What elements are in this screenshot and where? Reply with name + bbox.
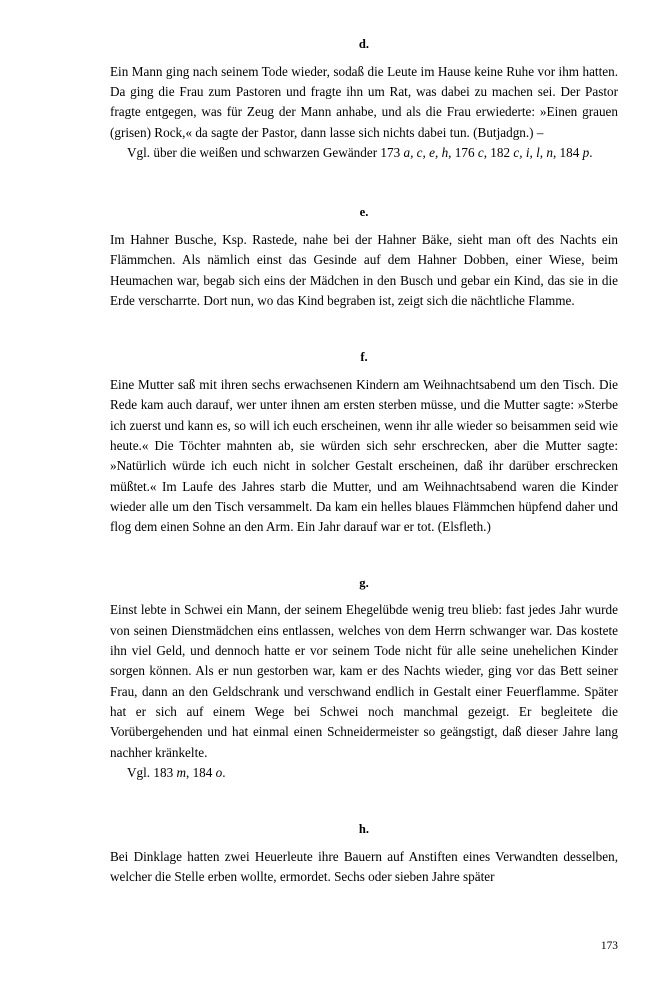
italic-reference: p: [582, 144, 590, 160]
paragraph-f-1: Eine Mutter saß mit ihren sechs erwachsenen Kindern am Weihnachtsabend um den Tisch. Die Rede kam auch darauf, wer unter ihnen am ersten sterben müsse, und die Mutter sagte: »Sterbe ich zuerst und kann es, so will ich euch erscheinen, wenn ihr alle wieder so beisammen seid wie heute.« Die Töchter mahnten ab, sie würden sich sehr erschrecken, aber die Mutter sagte: »Natürlich würde ich euch nicht in solcher Gestalt erscheinen, daß ihr darüber erschrecken müßtet.« Im Laufe des Jahres starb die Mutter, und am Weihnachtsabend waren die Kinder wieder alle um den Tisch versammelt. Da kam ein helles blaues Flämmchen hüpfend daher und flog dem einen Sohne an den Arm. Ein Jahr darauf war er tot. (Elsfleth.): [110, 376, 618, 535]
section-e: [110, 206, 618, 311]
section-label-f: f.: [360, 350, 368, 365]
page-number: 173: [600, 939, 618, 952]
paragraph-d-1: Ein Mann ging nach seinem Tode wieder, sodaß die Leute im Hause keine Ruhe vor ihm hatten. Da ging die Frau zum Pastoren und fragte ihn um Rat, was dabei zu machen sei. Der Pastor fragte entgegen, was für Zeug der Mann anhabe, und als die Frau erwiederte: »Einen grauen (grisen) Rock,« da sagte der Pastor, dann lasse sich nichts dabei tun. (Butjadgn.) –: [110, 63, 618, 140]
paragraph-e-1: Im Hahner Busche, Ksp. Rastede, nahe bei der Hahner Bäke, sieht man oft des Nachts ein Flämmchen. Als nämlich einst das Gesinde auf dem Hahner Dobben, einer Wiese, beim Heumachen war, begab sich eins der Mädchen in den Busch und gebar ein Kind, das sie in die Erde verscharrte. Dort nun, wo das Kind begraben ist, zeigt sich die nächtliche Flamme.: [110, 231, 618, 308]
paragraph-d-2-reference: Vgl. über die weißen und schwarzen Gewänder 173 a, c, e, h, 176 c, 182 c, i, l, n, 184 p.: [127, 144, 593, 160]
section-label-d: d.: [358, 37, 370, 51]
section-d: [110, 38, 618, 163]
paragraph-g-1: Einst lebte in Schwei ein Mann, der seinem Ehegelübde wenig treu blieb: fast jedes Jahr wurde von seinen Dienstmädchen eins entlassen, welches von dem Herrn schwanger war. Das kostete ihn viel Geld, und dennoch hatte er vor seinem Tode nicht für alle seine unehelichen Kinder sorgen können. Als er nun gestorben war, kam er des Nachts wieder, ging vor das Bett seiner Frau, dann an den Geldschrank und verschwand endlich in Gestalt einer Feuerflamme. Später hat er sich auf einem Wege bei Schwei noch manchmal gezeigt. Er begleitete die Vorübergehenden und hat einmal einen Schneidermeister so geängstigt, daß dieser Jahre lang nachher kränkelte.: [110, 602, 618, 760]
italic-reference: o: [215, 764, 223, 780]
page-content: [110, 38, 618, 888]
section-h: [110, 823, 618, 887]
section-label-g: g.: [359, 575, 369, 590]
italic-reference: m: [176, 764, 186, 780]
paragraph-h-1: Bei Dinklage hatten zwei Heuerleute ihre Bauern auf Anstiften eines Verwandten desselben, welcher die Stelle erben wollte, ermordet. Sechs oder sieben Jahre später: [110, 848, 618, 885]
italic-reference: a, c, e, h: [403, 144, 449, 160]
section-label-h: h.: [358, 822, 370, 837]
section-label-e: e.: [359, 205, 369, 220]
section-f: [110, 351, 618, 537]
paragraph-g-2-reference: Vgl. 183 m, 184 o.: [127, 764, 226, 780]
italic-reference: c: [477, 144, 484, 160]
italic-reference: c, i, l, n: [513, 144, 553, 160]
section-g: [110, 577, 618, 784]
